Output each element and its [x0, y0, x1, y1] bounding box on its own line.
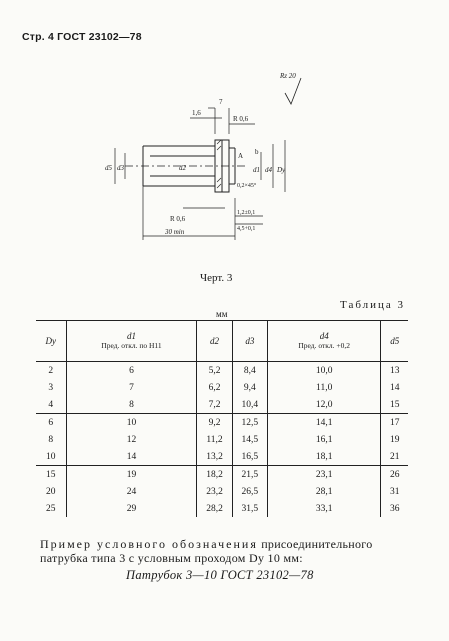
cell: 3 [48, 382, 54, 393]
cell: 28,1 [267, 483, 380, 500]
cell: 16,5 [232, 448, 267, 466]
cell: 13,2 [197, 448, 232, 466]
dim-30min: 30 min [165, 228, 185, 236]
label-d1: d1 [253, 166, 260, 174]
designation-formula: Патрубок 3—10 ГОСТ 23102—78 [126, 568, 314, 582]
cell: 26 [381, 466, 408, 484]
example-paragraph [40, 537, 415, 565]
table-header-row [36, 321, 408, 362]
cell: 14,5 [232, 431, 267, 448]
dim-4-5: 4,5+0,1 [237, 226, 256, 232]
cell: 15 [36, 466, 66, 484]
cell: 15 [381, 396, 408, 414]
cell: 9,4 [232, 379, 267, 396]
cell: 18,1 [267, 448, 380, 466]
units-label: мм [216, 309, 228, 319]
table-row [36, 379, 408, 396]
label-d4: d4 [265, 166, 272, 174]
label-d5: d5 [105, 164, 112, 172]
cell: 7 [66, 379, 197, 396]
col-header-d3: d3 [232, 321, 267, 362]
cell: 8,4 [232, 362, 267, 380]
technical-drawing [95, 68, 305, 253]
dim-b: b [255, 148, 259, 156]
cell: 6 [66, 362, 197, 380]
cell: 14 [66, 448, 197, 466]
cell: 12,5 [232, 414, 267, 432]
dim-1-6: 1,6 [192, 109, 201, 117]
col-header-dy: Dy [36, 321, 66, 362]
dim-a: A [238, 152, 244, 160]
cell: 24 [66, 483, 197, 500]
label-d3: d3 [117, 164, 124, 172]
cell: 13 [381, 362, 408, 380]
cell: 17 [381, 414, 408, 432]
cell: 14 [381, 379, 408, 396]
cell: 25 [46, 503, 56, 514]
figure-caption: Черт. 3 [200, 272, 233, 284]
col-header-d2: d2 [197, 321, 232, 362]
col-header-d1: d1 Пред. откл. по H11 [66, 321, 197, 362]
dim-7: 7 [219, 98, 223, 106]
table-row [36, 396, 408, 414]
cell: 10,0 [267, 362, 380, 380]
cell: 6 [36, 414, 66, 432]
cell: 10 [66, 414, 197, 432]
cell: 7,2 [197, 396, 232, 414]
cell: 31 [381, 483, 408, 500]
label-d2: d2 [179, 164, 186, 172]
table-row [36, 362, 408, 380]
cell: 31,5 [232, 500, 267, 517]
cell: 12 [66, 431, 197, 448]
table-row [36, 483, 408, 500]
cell: 28,2 [197, 500, 232, 517]
cell: 26,5 [232, 483, 267, 500]
label-dy: Dy [277, 166, 286, 174]
cell: 2 [36, 362, 66, 380]
table-row [36, 448, 408, 466]
cell: 19 [381, 431, 408, 448]
table-row [36, 414, 408, 432]
cell: 20 [46, 486, 56, 497]
page-header: Стр. 4 ГОСТ 23102—78 [22, 31, 142, 43]
table-row [36, 500, 408, 517]
cell: 8 [48, 434, 54, 445]
cell: 18,2 [197, 466, 232, 484]
dim-chamfer: 0,2×45° [237, 183, 257, 189]
cell: 19 [66, 466, 197, 484]
roughness-label: Rz 20 [280, 72, 296, 80]
table-row [36, 431, 408, 448]
dimensions-table [36, 320, 408, 517]
cell: 21,5 [232, 466, 267, 484]
table-title: Таблица 3 [340, 299, 406, 311]
col-header-d5: d5 [381, 321, 408, 362]
cell: 5,2 [197, 362, 232, 380]
cell: 9,2 [197, 414, 232, 432]
cell: 16,1 [267, 431, 380, 448]
dim-r0-6-top: R 0,6 [233, 115, 249, 123]
cell: 12,0 [267, 396, 380, 414]
cell: 33,1 [267, 500, 380, 517]
example-text: присоединительного патрубка типа 3 с условным проходом Dy 10 мм: [40, 537, 373, 565]
cell: 21 [381, 448, 408, 466]
cell: 6,2 [197, 379, 232, 396]
cell: 23,2 [197, 483, 232, 500]
dim-r0-6-bottom: R 0,6 [170, 215, 186, 223]
cell: 4 [48, 399, 54, 410]
dim-1-2: 1,2±0,1 [237, 210, 256, 216]
cell: 8 [66, 396, 197, 414]
example-heading: Пример условного обозначения [40, 537, 258, 551]
cell: 11,0 [267, 379, 380, 396]
cell: 11,2 [197, 431, 232, 448]
table-row [36, 466, 408, 484]
cell: 10,4 [232, 396, 267, 414]
col-header-d4: d4 Пред. откл. +0,2 [267, 321, 380, 362]
cell: 23,1 [267, 466, 380, 484]
cell: 36 [381, 500, 408, 517]
cell: 10 [46, 451, 56, 462]
cell: 14,1 [267, 414, 380, 432]
cell: 29 [66, 500, 197, 517]
